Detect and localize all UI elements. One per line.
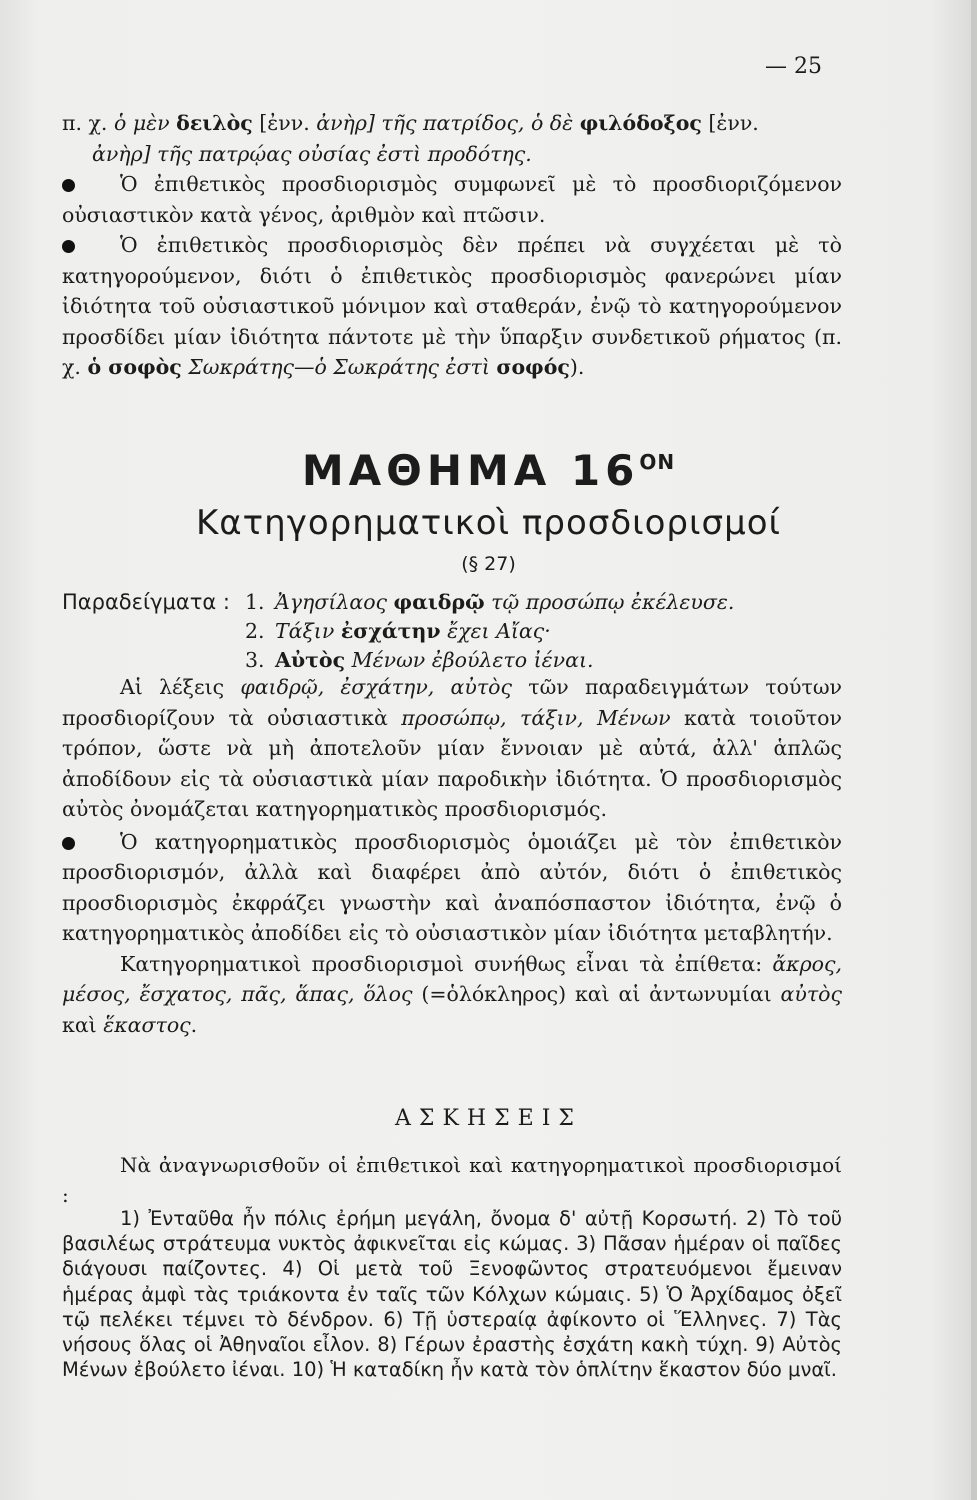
explanation-part1: Αἱ λέξεις — [120, 675, 241, 699]
exercises-instruction — [62, 1150, 842, 1210]
example-post: ἔχει Αἴας· — [440, 619, 551, 643]
bullet-note-2-italic: Σωκράτης—ὁ Σωκράτης ἐστὶ — [181, 355, 497, 379]
lesson-body — [62, 672, 842, 1040]
intro-deilos: δειλὸς — [176, 111, 253, 135]
bullet-dot-icon — [62, 837, 75, 850]
explanation-part2: τῶν παραδειγμάτων τούτων προσδιορίζουν τὰ οὐσιαστικὰ — [62, 675, 843, 730]
usual-italic1: ἄκρος, μέσος, ἔσχατος, πᾶς, ἅπας, ὅλος — [62, 951, 842, 1006]
lesson-title-text: ΜΑΘΗΜΑ 16 — [301, 446, 640, 495]
examples-label: Παραδείγματα : — [62, 590, 230, 614]
bullet-note-3-text: Ὁ κατηγορηματικὸς προσδιορισμὸς ὁμοιάζει μὲ τὸν ἐπιθετικὸν προσδιορισμόν, ἀλλὰ καὶ διαφέρει ἀπὸ αὐτόν, διότι ὁ ἐπιθετικὸς προσδιορισμὸς ἐκφράζει γνωστὴν καὶ ἀναπόσπαστον ἰδιότητα, ἐνῷ ὁ κατηγορηματικὸς ἀποδίδει εἰς τὸ οὐσιαστικὸν μίαν ἰδιότητα μεταβλητήν. — [62, 829, 842, 945]
bullet-note-1-text: Ὁ ἐπιθετικὸς προσδιορισμὸς συμφωνεῖ μὲ τὸ προσδιοριζόμενον οὐσιαστικὸν κατὰ γένος, ἀριθμὸν καὶ πτῶσιν. — [62, 172, 842, 227]
example-bold: φαιδρῷ — [393, 590, 485, 614]
usual-adjectives-paragraph — [62, 949, 842, 1041]
lesson-title-sup: ΟΝ — [639, 450, 676, 474]
usual-part3: καὶ — [62, 1012, 104, 1037]
example-num: 1. — [245, 590, 265, 614]
bullet-note-2-bold1: ὁ σοφὸς — [87, 355, 182, 379]
example-bold: Αὐτὸς — [275, 648, 346, 672]
bullet-note-1 — [62, 169, 842, 230]
usual-part1: Κατηγορηματικοὶ προσδιορισμοὶ συνήθως εἶναι τὰ ἐπίθετα: — [120, 951, 773, 976]
example-item — [245, 646, 845, 675]
examples-list — [245, 588, 845, 675]
usual-italic2: αὐτὸς — [780, 982, 843, 1006]
bullet-note-2-end: ). — [569, 355, 585, 379]
intro-line2 — [62, 139, 842, 170]
intro-mid: [ἐνν. — [252, 111, 317, 135]
usual-part2: (=ὁλόκληρος) καὶ αἱ ἀντωνυμίαι — [412, 982, 781, 1006]
bullet-note-3 — [62, 827, 842, 949]
bullet-dot-icon — [62, 179, 75, 192]
usual-part4: . — [190, 1012, 198, 1037]
exercises-title: ΑΣΚΗΣΕΙΣ — [395, 1106, 582, 1131]
bullet-note-2-text: Ὁ ἐπιθετικὸς προσδιορισμὸς δὲν πρέπει νὰ συγχέεται μὲ τὸ κατηγορούμενον, διότι ὁ ἐπιθετικὸς προσδιορισμὸς φανερώνει μίαν ἰδιότητα τοῦ οὐσιαστικοῦ μόνιμον καὶ σταθεράν, ἐνῷ τὸ κατηγορούμενον προσδίδει μίαν ἰδιότητα πάντοτε μὲ τὴν ὕπαρξιν συνδετικοῦ ρήματος (π. χ. — [62, 233, 842, 379]
section-reference: (§ 27) — [461, 553, 516, 575]
top-notes — [62, 108, 842, 383]
exercises-instruction-text: Νὰ ἀναγνωρισθοῦν οἱ ἐπιθετικοὶ καὶ κατηγορηματικοὶ προσδιορισμοί : — [62, 1153, 842, 1207]
intro-filodoxos: φιλόδοξος — [579, 111, 702, 135]
example-pre: Τάξιν — [275, 619, 341, 643]
intro-end: [ἐνν. — [701, 111, 759, 135]
exercises-text — [62, 1206, 842, 1382]
intro-example — [62, 108, 842, 139]
intro-prefix: π. χ. — [62, 111, 114, 135]
bullet-note-2 — [62, 230, 842, 383]
page-edge-shadow — [971, 0, 977, 1500]
example-item — [245, 617, 845, 646]
example-item — [245, 588, 845, 617]
explanation-italic2: προσώπῳ, τάξιν, Μένων — [401, 705, 671, 730]
example-bold: ἐσχάτην — [340, 619, 441, 643]
page-number: — 25 — [765, 54, 822, 79]
lesson-subtitle: Κατηγορηματικοὶ προσδιορισμοί — [195, 503, 782, 543]
explanation-italic1: φαιδρῷ, ἐσχάτην, αὐτὸς — [240, 675, 512, 699]
example-post: τῷ προσώπῳ ἐκέλευσε. — [484, 590, 735, 614]
bullet-dot-icon — [62, 240, 75, 253]
explanation-paragraph — [62, 672, 842, 825]
example-pre: Ἀγησίλαος — [275, 590, 394, 614]
example-num: 3. — [245, 648, 265, 672]
intro-aner: ἀνὴρ] τῆς πατρίδος, ὁ δὲ — [316, 111, 574, 135]
usual-italic3: ἕκαστος — [103, 1012, 191, 1037]
intro-line2-text: ἀνὴρ] τῆς πατρῴας οὐσίας ἐστὶ προδότης. — [92, 141, 532, 166]
example-post: Μένων ἐβούλετο ἰέναι. — [345, 648, 594, 672]
explanation-part3: κατὰ τοιοῦτον τρόπον, ὥστε νὰ μὴ ἀποτελοῦν μίαν ἔννοιαν μὲ αὐτά, ἀλλ' ἁπλῶς ἀποδίδουν εἰς τὰ οὐσιαστικὰ μίαν παροδικὴν ἰδιότητα. Ὁ προσδιορισμὸς αὐτὸς ὀνομάζεται κατηγορηματικὸς προσδιορισμός. — [62, 705, 842, 821]
intro-men: ὁ μὲν — [113, 111, 170, 135]
lesson-title — [0, 446, 977, 495]
example-num: 2. — [245, 619, 265, 643]
exercises-sentences: 1) Ἐνταῦθα ἦν πόλις ἐρήμη μεγάλη, ὄνομα δ' αὐτῇ Κορσωτή. 2) Τὸ τοῦ βασιλέως στράτευμα νυκτὸς ἀφικνεῖται εἰς κώμας. 3) Πᾶσαν ἡμέραν οἱ παῖδες διάγουσι παίζοντες. 4) Οἱ μετὰ τοῦ Ξενοφῶντος στρατευόμενοι ἔμειναν ἡμέρας ἀμφὶ τὰς τριάκοντα ἐν ταῖς τῶν Κόλχων κώμαις. 5) Ὁ Ἀρχίδαμος ὀξεῖ τῷ πελέκει τέμνει τὸ δένδρον. 6) Τῇ ὑστεραίᾳ ἀφίκοντο οἱ Ἕλληνες. 7) Τὰς νήσους ὅλας οἱ Ἀθηναῖοι εἶλον. 8) Γέρων ἐραστὴς ἐσχάτη κακὴ τύχη. 9) Αὐτὸς Μένων ἐβούλετο ἰέναι. 10) Ἡ καταδίκη ἦν κατὰ τὸν ὁπλίτην ἕκαστον δύο μναῖ. — [62, 1207, 842, 1382]
bullet-note-2-bold2: σοφός — [496, 355, 570, 379]
